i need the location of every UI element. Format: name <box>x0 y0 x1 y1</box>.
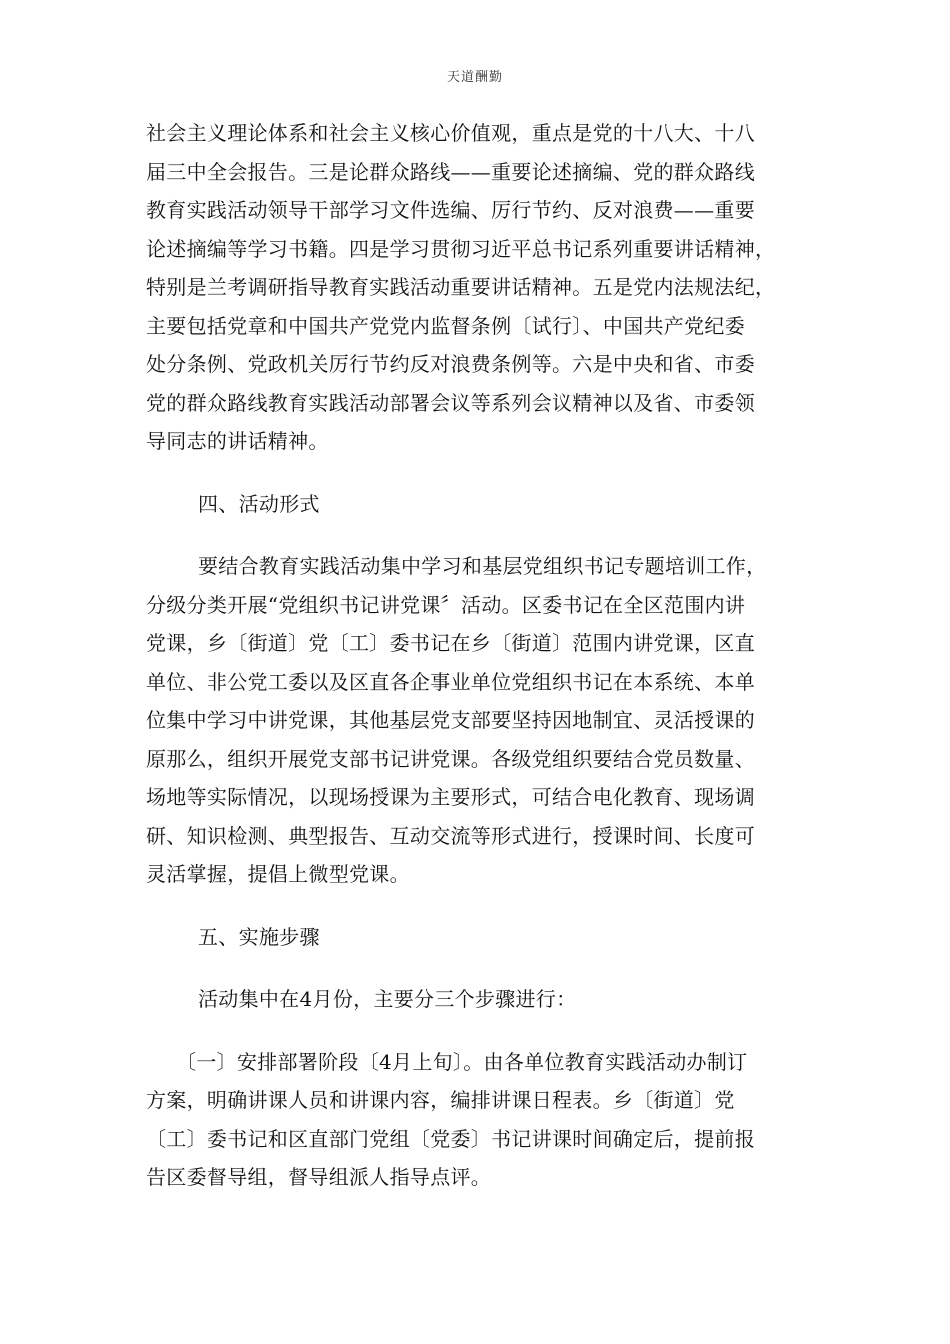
document-body <box>146 114 808 1197</box>
text-line: 原那么，组织开展党支部书记讲党课。各级党组织要结合党员数量、 <box>146 746 755 771</box>
paragraph-theory-study <box>146 114 808 461</box>
text-line: 社会主义理论体系和社会主义核心价值观，重点是党的十八大、十八 <box>146 121 755 145</box>
heading-line: 四、活动形式 <box>198 491 320 516</box>
text-line: 单位、非公党工委以及区直各企事业单位党组织书记在本系统、本单 <box>146 669 755 694</box>
text-line: 要结合教育实践活动集中学习和基层党组织书记专题培训工作， <box>198 554 767 578</box>
text-line: 主要包括党章和中国共产党党内监督条例〔试行〕、中国共产党纪委 <box>146 313 745 338</box>
text-line: 党课，乡〔街道〕党〔工〕委书记在乡〔街道〕范围内讲党课，区直 <box>146 631 755 655</box>
text-line: 场地等实际情况，以现场授课为主要形式，可结合电化教育、现场调 <box>146 785 755 809</box>
page-header: 天道酬勤 <box>446 70 503 85</box>
paragraph-step-one <box>146 1043 808 1197</box>
text-line: 〔工〕委书记和区直部门党组〔党委〕书记讲课时间确定后，提前报 <box>146 1126 755 1151</box>
text-line: 方案，明确讲课人员和讲课内容，编排讲课日程表。乡〔街道〕党 <box>146 1088 735 1112</box>
section-heading-activity-form <box>146 485 808 524</box>
paragraph-activity-form <box>146 547 808 894</box>
text-line: 灵活掌握，提倡上微型党课。 <box>146 862 410 886</box>
paragraph-steps-intro <box>146 980 808 1019</box>
text-line: 研、知识检测、典型报告、互动交流等形式进行，授课时间、长度可 <box>146 823 755 848</box>
text-line: 分级分类开展“党组织书记讲党课〞活动。区委书记在全区范围内讲 <box>146 592 746 617</box>
text-line: 教育实践活动领导干部学习文件选编、厉行节约、反对浪费——重要 <box>146 198 755 222</box>
text-line: 告区委督导组，督导组派人指导点评。 <box>146 1165 492 1189</box>
text-line: 特别是兰考调研指导教育实践活动重要讲话精神。五是党内法规法纪， <box>146 275 776 299</box>
text-line: 论述摘编等学习书籍。四是学习贯彻习近平总书记系列重要讲话精神， <box>146 236 776 261</box>
text-line: 导同志的讲话精神。 <box>146 429 329 453</box>
heading-line: 五、实施步骤 <box>198 924 320 949</box>
text-line: 处分条例、党政机关厉行节约反对浪费条例等。六是中央和省、市委 <box>146 352 755 376</box>
text-line: 位集中学习中讲党课，其他基层党支部要坚持因地制宜、灵活授课的 <box>146 708 755 732</box>
text-line: 活动集中在4月份，主要分三个步骤进行： <box>198 987 577 1011</box>
text-line: 党的群众路线教育实践活动部署会议等系列会议精神以及省、市委领 <box>146 390 755 415</box>
text-line: 届三中全会报告。三是论群众路线——重要论述摘编、党的群众路线 <box>146 159 755 184</box>
section-heading-implementation-steps <box>146 918 808 957</box>
text-line: 〔一〕安排部署阶段〔4月上旬〕。由各单位教育实践活动办制订 <box>176 1049 748 1074</box>
